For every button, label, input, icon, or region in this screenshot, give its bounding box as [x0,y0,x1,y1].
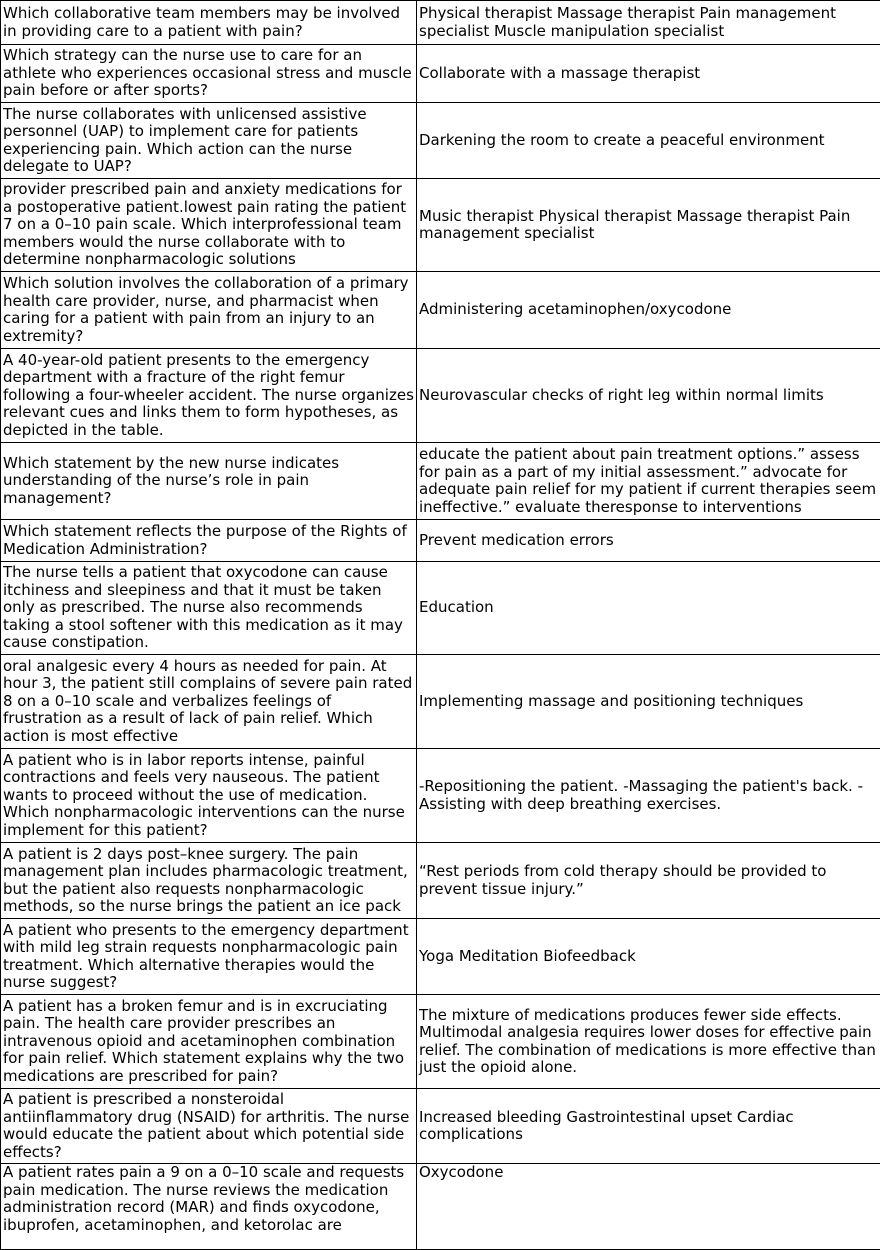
question-cell: Which solution involves the collaboration of a primary health care provider, nurse, and pharmacist when caring for a patient with pain from an injury to an extremity? [1,272,417,349]
answer-cell: “Rest periods from cold therapy should be provided to prevent tissue injury.” [417,843,880,919]
question-cell: Which statement by the new nurse indicates understanding of the nurse’s role in pain management? [1,443,417,520]
question-cell: A patient who presents to the emergency department with mild leg strain requests nonpharmacologic pain treatment. Which alternative therapies would the nurse suggest? [1,919,417,995]
answer-cell: Neurovascular checks of right leg within normal limits [417,349,880,443]
table-row [1,45,880,103]
table-row [1,1,880,45]
answer-cell: Collaborate with a massage therapist [417,45,880,103]
table-row [1,349,880,443]
table-row [1,995,880,1089]
question-cell: provider prescribed pain and anxiety medications for a postoperative patient.lowest pain rating the patient 7 on a 0–10 pain scale. Which interprofessional team members would the nurse collaborate with to determine nonpharmacologic solutions [1,179,417,272]
question-cell: The nurse collaborates with unlicensed assistive personnel (UAP) to implement care for patients experiencing pain. Which action can the nurse delegate to UAP? [1,103,417,179]
answer-cell: Prevent medication errors [417,520,880,562]
table-row [1,179,880,272]
question-cell: A patient has a broken femur and is in excruciating pain. The health care provider prescribes an intravenous opioid and acetaminophen combination for pain relief. Which statement explains why the two medications are prescribed for pain? [1,995,417,1089]
answer-cell: Administering acetaminophen/oxycodone [417,272,880,349]
table-row [1,919,880,995]
question-cell: A 40-year-old patient presents to the emergency department with a fracture of the right femur following a four-wheeler accident. The nurse organizes relevant cues and links them to form hypotheses, as depicted in the table. [1,349,417,443]
table-row [1,103,880,179]
answer-cell: Oxycodone [417,1164,880,1250]
table-row [1,443,880,520]
answer-cell: educate the patient about pain treatment options.” assess for pain as a part of my initial assessment.” advocate for adequate pain relief for my patient if current therapies seem ineffective.” evaluate theresponse to interventions [417,443,880,520]
answer-cell: Education [417,562,880,655]
answer-cell: -Repositioning the patient. -Massaging the patient's back. -Assisting with deep breathing exercises. [417,749,880,843]
question-cell: oral analgesic every 4 hours as needed for pain. At hour 3, the patient still complains of severe pain rated 8 on a 0–10 scale and verbalizes feelings of frustration as a result of lack of pain relief. Which action is most effective [1,655,417,749]
table-row [1,1164,880,1250]
answer-cell: Increased bleeding Gastrointestinal upset Cardiac complications [417,1089,880,1164]
table-row [1,749,880,843]
question-cell: A patient is prescribed a nonsteroidal antiinflammatory drug (NSAID) for arthritis. The nurse would educate the patient about which potential side effects? [1,1089,417,1164]
table-row [1,272,880,349]
answer-cell: Music therapist Physical therapist Massage therapist Pain management specialist [417,179,880,272]
question-cell: The nurse tells a patient that oxycodone can cause itchiness and sleepiness and that it must be taken only as prescribed. The nurse also recommends taking a stool softener with this medication as it may cause constipation. [1,562,417,655]
question-cell: Which strategy can the nurse use to care for an athlete who experiences occasional stress and muscle pain before or after sports? [1,45,417,103]
answer-cell: Physical therapist Massage therapist Pain management specialist Muscle manipulation specialist [417,1,880,45]
table-row [1,562,880,655]
answer-cell: Implementing massage and positioning techniques [417,655,880,749]
question-cell: Which collaborative team members may be involved in providing care to a patient with pain? [1,1,417,45]
table-row [1,1089,880,1164]
table-row [1,655,880,749]
question-cell: Which statement reflects the purpose of the Rights of Medication Administration? [1,520,417,562]
question-cell: A patient rates pain a 9 on a 0–10 scale and requests pain medication. The nurse reviews the medication administration record (MAR) and finds oxycodone, ibuprofen, acetaminophen, and ketorolac are [1,1164,417,1250]
answer-cell: The mixture of medications produces fewer side effects. Multimodal analgesia requires lower doses for effective pain relief. The combination of medications is more effective than just the opioid alone. [417,995,880,1089]
answer-cell: Yoga Meditation Biofeedback [417,919,880,995]
answer-cell: Darkening the room to create a peaceful environment [417,103,880,179]
question-cell: A patient who is in labor reports intense, painful contractions and feels very nauseous. The patient wants to proceed without the use of medication. Which nonpharmacologic interventions can the nurse implement for this patient? [1,749,417,843]
table-row [1,520,880,562]
table-row [1,843,880,919]
question-cell: A patient is 2 days post–knee surgery. The pain management plan includes pharmacologic treatment, but the patient also requests nonpharmacologic methods, so the nurse brings the patient an ice pack [1,843,417,919]
